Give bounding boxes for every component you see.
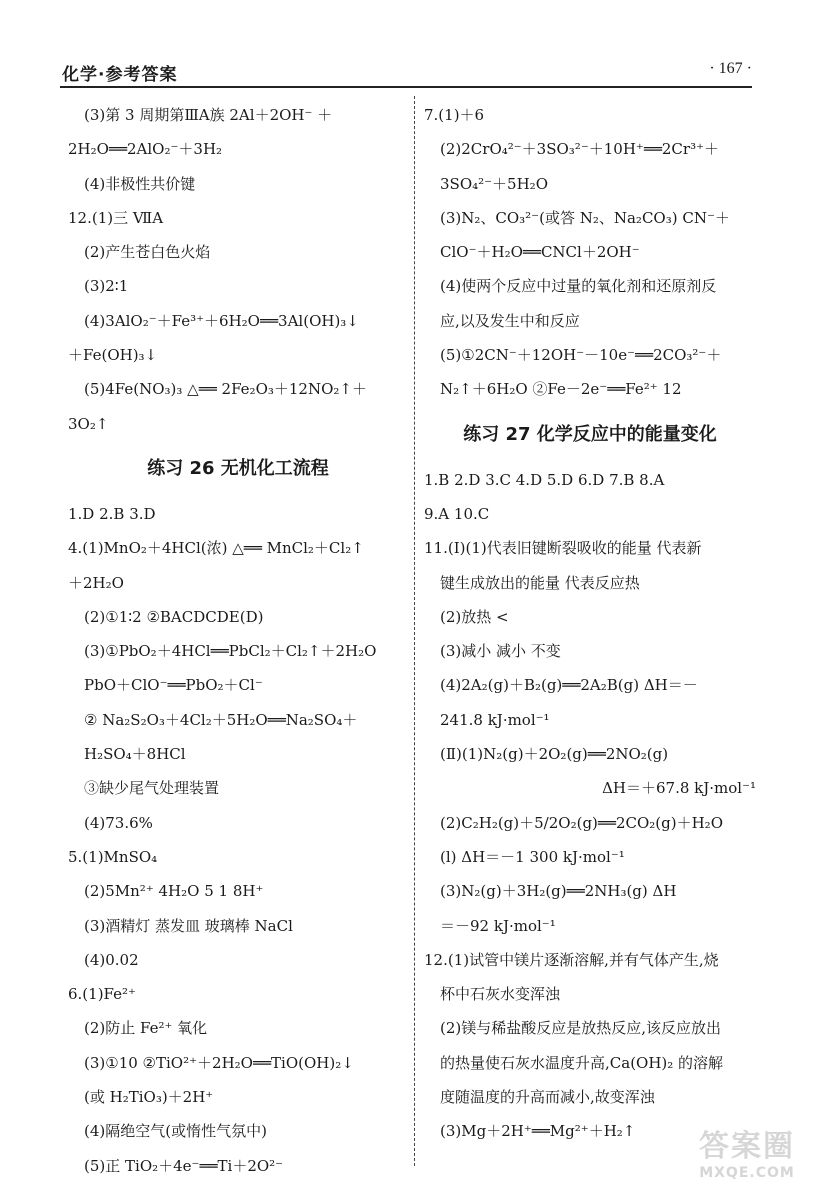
answer-line: (4)2A₂(g)＋B₂(g)══2A₂B(g) ΔH＝－ xyxy=(440,676,698,695)
answer-line: (2)产生苍白色火焰 xyxy=(84,243,211,262)
answer-line: 2H₂O══2AlO₂⁻＋3H₂ xyxy=(68,140,223,159)
answer-line: 5.(1)MnSO₄ xyxy=(68,847,158,866)
answer-line: ΔH＝＋67.8 kJ·mol⁻¹ xyxy=(602,779,756,798)
answer-line: (4)73.6% xyxy=(84,813,153,832)
answer-line: 1.B 2.D 3.C 4.D 5.D 6.D 7.B 8.A xyxy=(424,470,665,489)
section-heading: 练习 26 无机化工流程 xyxy=(147,457,329,479)
answer-line: (2)放热 < xyxy=(440,607,509,626)
answer-line: (3)N₂、CO₃²⁻(或答 N₂、Na₂CO₃) CN⁻＋ xyxy=(440,208,730,227)
answer-line: (2)C₂H₂(g)＋5/2O₂(g)══2CO₂(g)＋H₂O xyxy=(440,813,723,832)
answer-line: (3)N₂(g)＋3H₂(g)══2NH₃(g) ΔH xyxy=(440,882,677,901)
answer-line: (2)5Mn²⁺ 4H₂O 5 1 8H⁺ xyxy=(84,882,264,901)
answer-line: (3)Mg＋2H⁺══Mg²⁺＋H₂↑ xyxy=(440,1122,636,1141)
answer-line: 3O₂↑ xyxy=(68,414,109,433)
left-column xyxy=(68,98,408,1183)
answer-line: (Ⅱ)(1)N₂(g)＋2O₂(g)══2NO₂(g) xyxy=(440,745,669,764)
answer-line: (2)①1∶2 ②BACDCDE(D) xyxy=(84,607,264,626)
answer-line: 11.(Ⅰ)(1)代表旧键断裂吸收的能量 代表新 xyxy=(424,539,702,558)
answer-line: (5)①2CN⁻＋12OH⁻－10e⁻══2CO₃²⁻＋ xyxy=(440,346,722,365)
answer-line: N₂↑＋6H₂O ②Fe－2e⁻══Fe²⁺ 12 xyxy=(440,380,682,399)
answer-line: (5)4Fe(NO₃)₃ △══ 2Fe₂O₃＋12NO₂↑＋ xyxy=(84,380,367,399)
answer-line: 键生成放出的能量 代表反应热 xyxy=(440,573,640,592)
answer-line: (3)酒精灯 蒸发皿 玻璃棒 NaCl xyxy=(84,916,293,935)
answer-line: 12.(1)试管中镁片逐渐溶解,并有气体产生,烧 xyxy=(424,950,719,969)
answer-line: ＋Fe(OH)₃↓ xyxy=(68,346,158,365)
answer-line: 3SO₄²⁻＋5H₂O xyxy=(440,174,548,193)
answer-line: 9.A 10.C xyxy=(424,504,490,523)
answer-line: (3)①PbO₂＋4HCl══PbCl₂＋Cl₂↑＋2H₂O xyxy=(84,642,377,661)
answer-line: (3)减小 减小 不变 xyxy=(440,642,561,661)
answer-line: PbO＋ClO⁻══PbO₂＋Cl⁻ xyxy=(84,676,263,695)
answer-line: (l) ΔH＝－1 300 kJ·mol⁻¹ xyxy=(440,847,625,866)
answer-line: (或 H₂TiO₃)＋2H⁺ xyxy=(84,1088,214,1107)
answer-line: 应,以及发生中和反应 xyxy=(440,311,580,330)
answer-line: (2)2CrO₄²⁻＋3SO₃²⁻＋10H⁺══2Cr³⁺＋ xyxy=(440,140,720,159)
answer-line: 4.(1)MnO₂＋4HCl(浓) △══ MnCl₂＋Cl₂↑ xyxy=(68,539,364,558)
answer-line: ClO⁻＋H₂O══CNCl＋2OH⁻ xyxy=(440,243,640,262)
header-rule xyxy=(60,86,752,88)
page-header xyxy=(62,56,752,86)
answer-line: (5)正 TiO₂＋4e⁻══Ti＋2O²⁻ xyxy=(84,1156,284,1175)
answer-line: (4)隔绝空气(或惰性气氛中) xyxy=(84,1122,267,1141)
page-number: · 167 · xyxy=(709,60,752,77)
answer-line: (4)非极性共价键 xyxy=(84,174,196,193)
answer-line: 12.(1)三 ⅦA xyxy=(68,208,164,227)
answer-line: (3)①10 ②TiO²⁺＋2H₂O══TiO(OH)₂↓ xyxy=(84,1053,354,1072)
answer-line: (3)第 3 周期第ⅢA族 2Al＋2OH⁻ ＋ xyxy=(84,106,333,124)
answer-line: 杯中石灰水变浑浊 xyxy=(440,985,561,1004)
answer-line: ③缺少尾气处理装置 xyxy=(84,779,220,798)
answer-line: 1.D 2.B 3.D xyxy=(68,504,156,523)
running-title: 化学·参考答案 xyxy=(62,65,178,85)
answer-line: 6.(1)Fe²⁺ xyxy=(68,985,136,1004)
answer-line: (4)使两个反应中过量的氧化剂和还原剂反 xyxy=(440,277,717,296)
answer-line: (2)镁与稀盐酸反应是放热反应,该反应放出 xyxy=(440,1019,722,1038)
answer-line: ＝－92 kJ·mol⁻¹ xyxy=(440,916,556,935)
answer-line: (3)2∶1 xyxy=(84,277,129,296)
answer-line: (4)0.02 xyxy=(84,950,139,969)
answer-line: 的热量使石灰水温度升高,Ca(OH)₂ 的溶解 xyxy=(440,1053,724,1072)
column-divider xyxy=(414,96,415,1166)
section-heading: 练习 27 化学反应中的能量变化 xyxy=(463,423,717,445)
watermark-logo: 答案圈 MXQE.COM xyxy=(699,1129,795,1181)
answer-line: ＋2H₂O xyxy=(68,573,124,592)
answer-line: 度随温度的升高而减小,故变浑浊 xyxy=(440,1088,655,1107)
answer-line: (2)防止 Fe²⁺ 氧化 xyxy=(84,1019,208,1038)
answer-line: H₂SO₄＋8HCl xyxy=(84,745,186,764)
right-column xyxy=(424,98,756,1149)
answer-line: ② Na₂S₂O₃＋4Cl₂＋5H₂O══Na₂SO₄＋ xyxy=(84,710,358,729)
answer-line: 7.(1)＋6 xyxy=(424,106,485,124)
answer-line: (4)3AlO₂⁻＋Fe³⁺＋6H₂O══3Al(OH)₃↓ xyxy=(84,311,359,330)
answer-line: 241.8 kJ·mol⁻¹ xyxy=(440,710,550,729)
